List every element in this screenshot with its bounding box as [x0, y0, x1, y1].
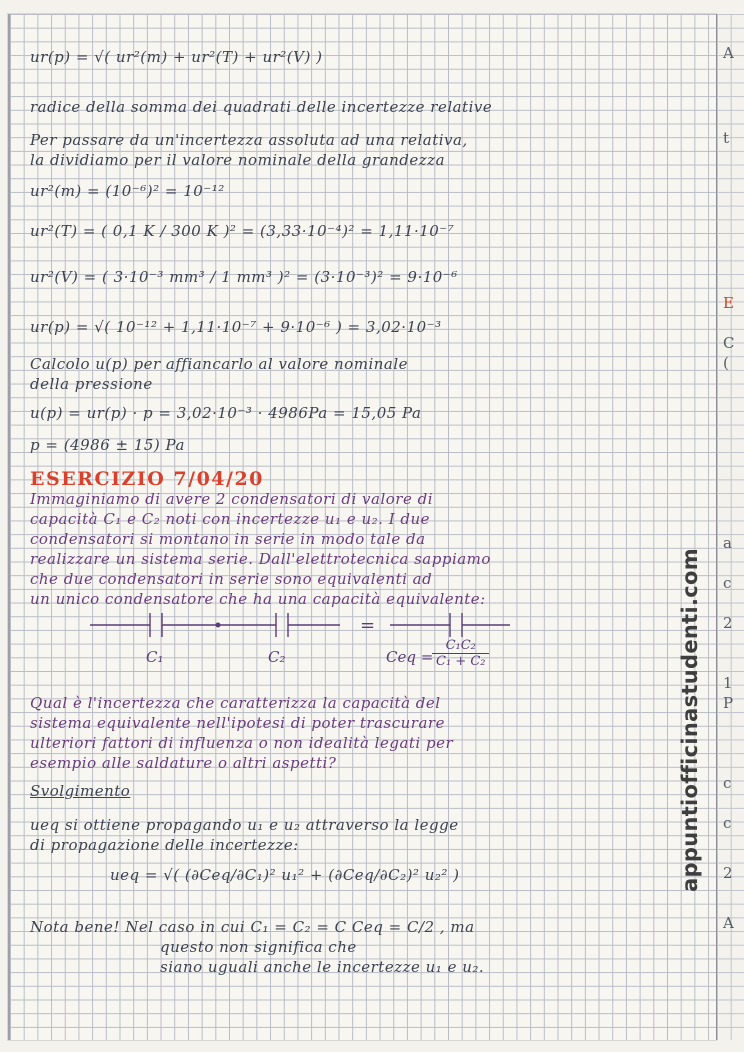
formula-relative-uncertainty: ur(p) = √( ur²(m) + ur²(T) + ur²(V) ) [30, 48, 323, 66]
ex-text-3: condensatori si montano in serie in modo tale da [30, 530, 426, 548]
ex-text-6: un unico condensatore che ha una capacità equivalente: [30, 590, 486, 608]
solution-1: ueq si ottiene propagando u₁ e u₂ attraverso la legge [30, 816, 459, 834]
exercise-title: ESERCIZIO 7/04/20 [30, 468, 264, 490]
adjacent-page-letter: A [723, 914, 734, 932]
adjacent-page-letter: 2 [723, 864, 733, 882]
ex-text-4: realizzare un sistema serie. Dall'elettrotecnica sappiamo [30, 550, 491, 568]
formula-u-p: u(p) = ur(p) · p = 3,02·10⁻³ · 4986Pa = 15,05 Pa [30, 404, 422, 422]
adjacent-page-letter: c [723, 774, 732, 792]
question-4: esempio alle saldature o altri aspetti? [30, 754, 337, 772]
adjacent-page-letter: A [723, 44, 734, 62]
formula-ur-p: ur(p) = √( 10⁻¹² + 1,11·10⁻⁷ + 9·10⁻⁶ ) = 3,02·10⁻³ [30, 318, 442, 336]
adjacent-page-letter: 1 [723, 674, 733, 692]
junction-node [216, 623, 220, 627]
ceq-denominator: C₁ + C₂ [436, 654, 486, 669]
solution-2: di propagazione delle incertezze: [30, 836, 299, 854]
question-1: Qual è l'incertezza che caratterizza la capacità del [30, 694, 441, 712]
adjacent-page-letter: c [723, 814, 732, 832]
nota-bene-1: Nota bene! Nel caso in cui C₁ = C₂ = C Ceq = C/2 , ma [30, 918, 475, 936]
solution-heading: Svolgimento [30, 782, 131, 800]
note-calc-2: della pressione [30, 375, 153, 393]
ex-text-2: capacità C₁ e C₂ noti con incertezze u₁ e u₂. I due [30, 510, 431, 528]
note-absolute-1: Per passare da un'incertezza assoluta ad una relativa, [30, 131, 468, 149]
adjacent-page-letter: t [723, 129, 730, 147]
adjacent-page-edge [716, 14, 744, 1040]
note-absolute-2: la dividiamo per il valore nominale della grandezza [30, 151, 446, 169]
nota-bene-3: siano uguali anche le incertezze u₁ e u₂. [160, 958, 485, 976]
watermark: appuntiofficinastudenti.com [678, 548, 702, 892]
equals-sign: = [360, 615, 376, 636]
ex-text-1: Immaginiamo di avere 2 condensatori di valore di [30, 490, 434, 508]
adjacent-page-letter: P [723, 694, 734, 712]
result-p: p = (4986 ± 15) Pa [30, 436, 185, 454]
label-ceq: Ceq = [386, 648, 434, 666]
ceq-fraction [432, 638, 489, 669]
formula-ueq: ueq = √( (∂Ceq/∂C₁)² u₁² + (∂Ceq/∂C₂)² u₂² ) [110, 866, 460, 884]
question-2: sistema equivalente nell'ipotesi di poter trascurare [30, 714, 445, 732]
adjacent-page-letter: E [723, 294, 734, 312]
ex-text-5: che due condensatori in serie sono equivalenti ad [30, 570, 433, 588]
label-c2: C₂ [268, 648, 286, 666]
note-root-sum: radice della somma dei quadrati delle incertezze relative [30, 98, 493, 116]
note-calc-1: Calcolo u(p) per affiancarlo al valore nominale [30, 355, 409, 373]
nota-bene-2: questo non significa che [160, 938, 357, 956]
adjacent-page-letter: a [723, 534, 732, 552]
adjacent-page-letter: C [723, 334, 735, 352]
formula-ur-v: ur²(V) = ( 3·10⁻³ mm³ / 1 mm³ )² = (3·10⁻³)² = 9·10⁻⁶ [30, 268, 458, 286]
label-c1: C₁ [146, 648, 164, 666]
adjacent-page-letter: ( [723, 354, 729, 372]
question-3: ulteriori fattori di influenza o non idealità legati per [30, 734, 454, 752]
formula-ur-t: ur²(T) = ( 0,1 K / 300 K )² = (3,33·10⁻⁴)² = 1,11·10⁻⁷ [30, 222, 455, 240]
adjacent-page-letter: c [723, 574, 732, 592]
ceq-numerator: C₁C₂ [432, 638, 489, 654]
adjacent-page-letter: 2 [723, 614, 733, 632]
formula-ur-m: ur²(m) = (10⁻⁶)² = 10⁻¹² [30, 182, 225, 200]
